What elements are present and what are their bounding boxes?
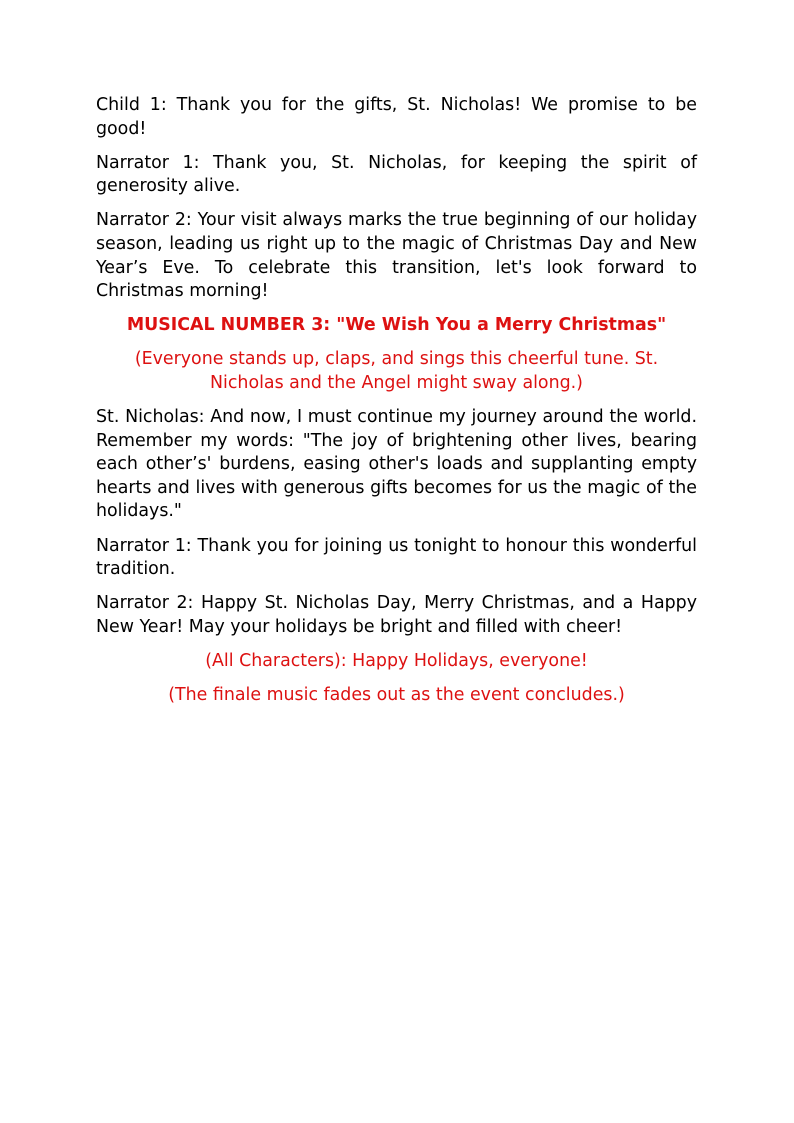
dialogue-st-nicholas: St. Nicholas: And now, I must continue my journey around the world. Remember my words: "The joy of brightening other lives, bearing each other’s' burdens, easing other's loads and supplanting empty hearts and lives with generous gifts becomes for us the magic of the holidays." [96, 407, 697, 522]
musical-number-heading: MUSICAL NUMBER 3: "We Wish You a Merry Christmas" [126, 315, 667, 336]
finale-stage-direction: (The finale music fades out as the event concludes.) [168, 684, 625, 705]
script-page [96, 94, 697, 718]
all-characters-line: (All Characters): Happy Holidays, everyone! [205, 650, 588, 671]
dialogue-narrator-2: Narrator 2: Your visit always marks the true beginning of our holiday season, leading us right up to the magic of Christmas Day and New Year’s Eve. To celebrate this transition, let's look forward to Christmas morning! [96, 210, 697, 302]
dialogue-narrator-1-closing: Narrator 1: Thank you for joining us tonight to honour this wonderful tradition. [96, 535, 697, 580]
dialogue-narrator-2-closing: Narrator 2: Happy St. Nicholas Day, Merry Christmas, and a Happy New Year! May your holidays be bright and filled with cheer! [96, 593, 697, 637]
dialogue-narrator-1: Narrator 1: Thank you, St. Nicholas, for keeping the spirit of generosity alive. [96, 152, 697, 197]
stage-direction: (Everyone stands up, claps, and sings this cheerful tune. St. Nicholas and the Angel might sway along.) [134, 349, 659, 393]
dialogue-child-1: Child 1: Thank you for the gifts, St. Nicholas! We promise to be good! [96, 95, 697, 139]
